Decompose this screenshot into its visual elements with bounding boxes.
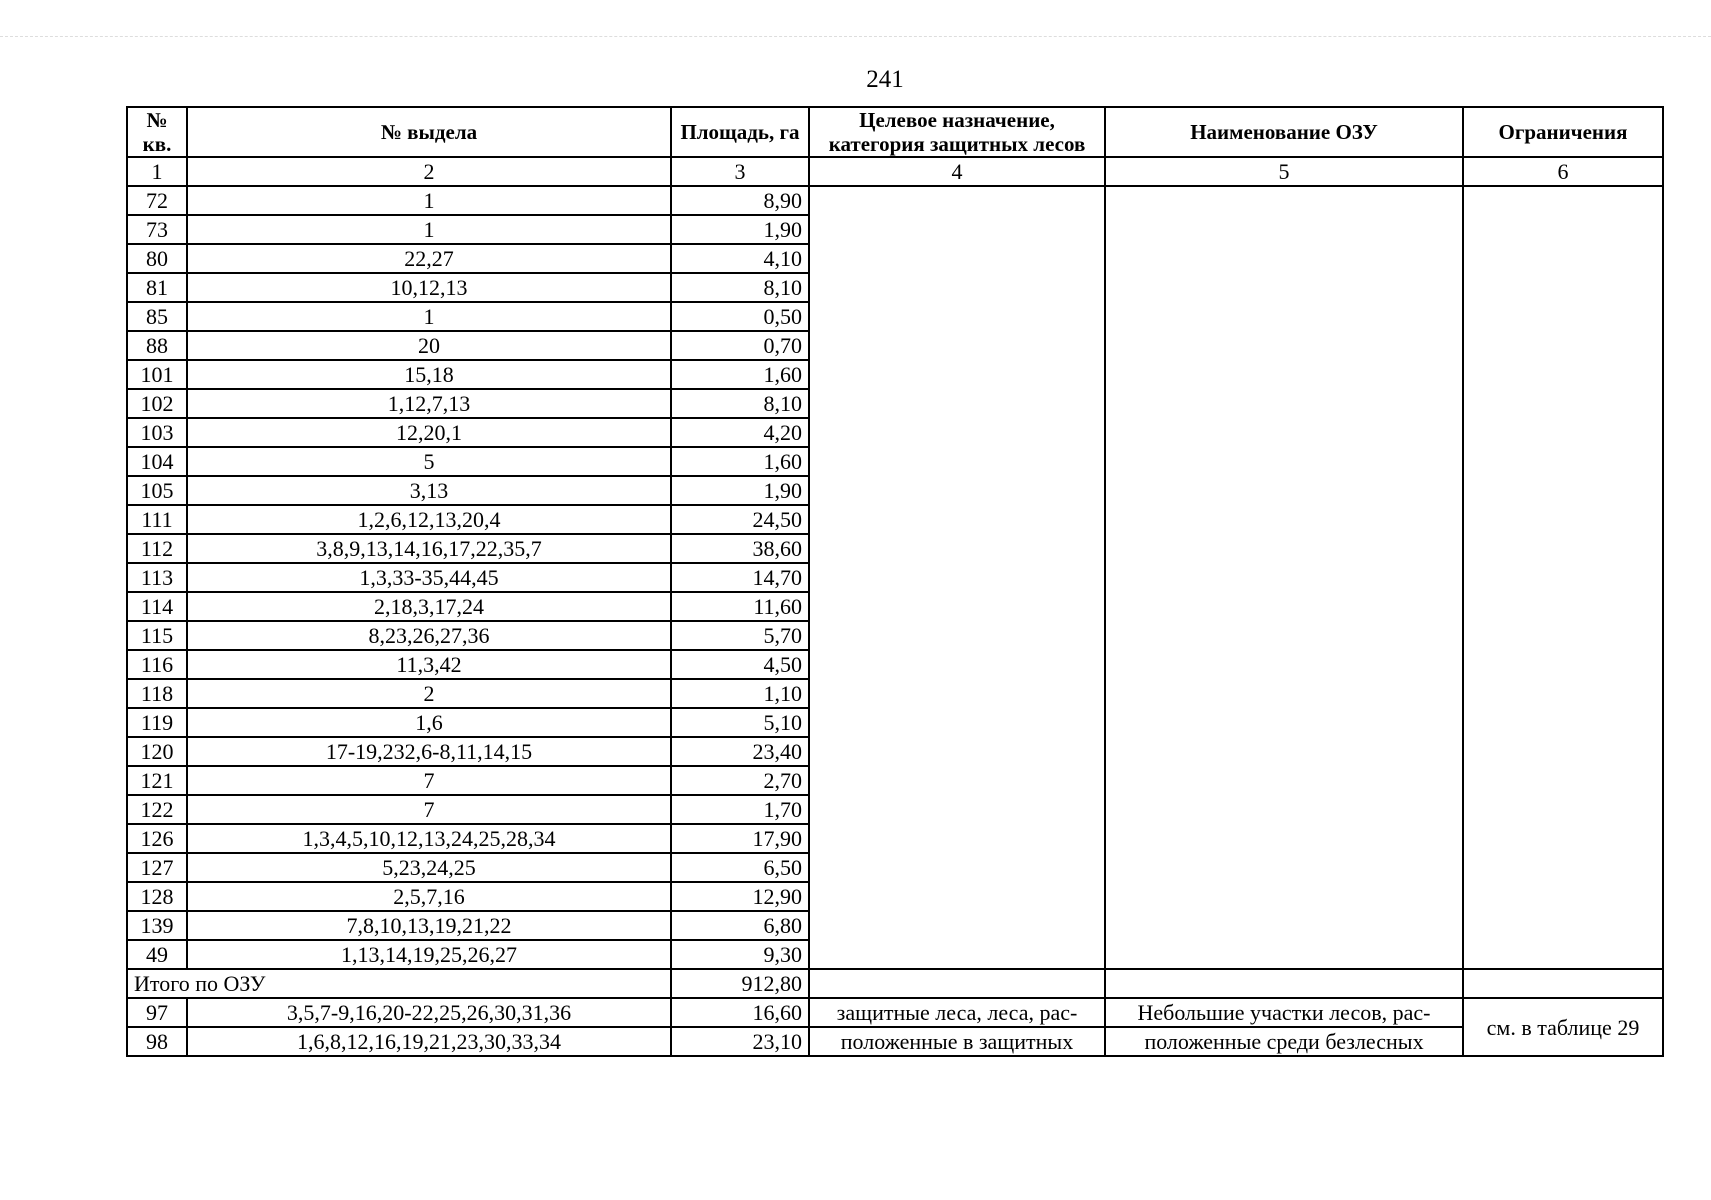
vydel-cell: 7 (187, 795, 671, 824)
vydel-cell: 1,2,6,12,13,20,4 (187, 505, 671, 534)
vydel-cell: 2,18,3,17,24 (187, 592, 671, 621)
kv-cell: 128 (127, 882, 187, 911)
column-number: 2 (187, 157, 671, 186)
total-label: Итого по ОЗУ (127, 969, 671, 998)
area-cell: 23,10 (671, 1027, 809, 1056)
area-cell: 5,70 (671, 621, 809, 650)
header-ozu-name: Наименование ОЗУ (1105, 107, 1463, 157)
vydel-cell: 11,3,42 (187, 650, 671, 679)
area-cell: 12,90 (671, 882, 809, 911)
header-restrictions: Ограничения (1463, 107, 1663, 157)
restrictions-cell (1463, 186, 1663, 969)
vydel-cell: 7 (187, 766, 671, 795)
vydel-cell: 7,8,10,13,19,21,22 (187, 911, 671, 940)
vydel-cell: 3,13 (187, 476, 671, 505)
vydel-cell: 1,3,33-35,44,45 (187, 563, 671, 592)
ozu-name-cell: Небольшие участки лесов, рас- (1105, 998, 1463, 1027)
header-row (127, 107, 1663, 157)
page-number: 241 (866, 66, 904, 93)
ozu-table (126, 106, 1664, 1057)
total-empty-cell (1463, 969, 1663, 998)
column-number: 1 (127, 157, 187, 186)
vydel-cell: 1,6,8,12,16,19,21,23,30,33,34 (187, 1027, 671, 1056)
kv-cell: 103 (127, 418, 187, 447)
area-cell: 16,60 (671, 998, 809, 1027)
kv-cell: 98 (127, 1027, 187, 1056)
area-cell: 8,10 (671, 273, 809, 302)
area-cell: 4,10 (671, 244, 809, 273)
column-number: 4 (809, 157, 1105, 186)
total-empty-cell (1105, 969, 1463, 998)
kv-cell: 122 (127, 795, 187, 824)
vydel-cell: 17-19,232,6-8,11,14,15 (187, 737, 671, 766)
area-cell: 1,60 (671, 360, 809, 389)
column-number: 5 (1105, 157, 1463, 186)
kv-cell: 119 (127, 708, 187, 737)
kv-cell: 139 (127, 911, 187, 940)
kv-cell: 88 (127, 331, 187, 360)
column-number-row (127, 157, 1663, 186)
area-cell: 6,50 (671, 853, 809, 882)
area-cell: 1,90 (671, 215, 809, 244)
vydel-cell: 5,23,24,25 (187, 853, 671, 882)
column-number: 6 (1463, 157, 1663, 186)
area-cell: 2,70 (671, 766, 809, 795)
kv-cell: 118 (127, 679, 187, 708)
area-cell: 24,50 (671, 505, 809, 534)
area-cell: 1,10 (671, 679, 809, 708)
kv-cell: 85 (127, 302, 187, 331)
vydel-cell: 1,3,4,5,10,12,13,24,25,28,34 (187, 824, 671, 853)
vydel-cell: 15,18 (187, 360, 671, 389)
column-number: 3 (671, 157, 809, 186)
total-row (127, 969, 1663, 998)
kv-cell: 97 (127, 998, 187, 1027)
total-area: 912,80 (671, 969, 809, 998)
vydel-cell: 2,5,7,16 (187, 882, 671, 911)
purpose-cell: защитные леса, леса, рас- (809, 998, 1105, 1027)
area-cell: 1,60 (671, 447, 809, 476)
area-cell: 8,90 (671, 186, 809, 215)
vydel-cell: 10,12,13 (187, 273, 671, 302)
ozu-name-cell (1105, 186, 1463, 969)
kv-cell: 126 (127, 824, 187, 853)
kv-cell: 80 (127, 244, 187, 273)
area-cell: 11,60 (671, 592, 809, 621)
table-row (127, 186, 1663, 215)
ozu-name-cell: положенные среди безлесных (1105, 1027, 1463, 1056)
area-cell: 17,90 (671, 824, 809, 853)
area-cell: 6,80 (671, 911, 809, 940)
area-cell: 8,10 (671, 389, 809, 418)
vydel-cell: 1 (187, 302, 671, 331)
kv-cell: 72 (127, 186, 187, 215)
area-cell: 38,60 (671, 534, 809, 563)
vydel-cell: 5 (187, 447, 671, 476)
kv-cell: 116 (127, 650, 187, 679)
header-vydel: № выдела (187, 107, 671, 157)
kv-cell: 101 (127, 360, 187, 389)
kv-cell: 73 (127, 215, 187, 244)
vydel-cell: 1 (187, 215, 671, 244)
kv-cell: 104 (127, 447, 187, 476)
area-cell: 14,70 (671, 563, 809, 592)
vydel-cell: 2 (187, 679, 671, 708)
vydel-cell: 8,23,26,27,36 (187, 621, 671, 650)
kv-cell: 105 (127, 476, 187, 505)
header-kv: № кв. (127, 107, 187, 157)
vydel-cell: 3,8,9,13,14,16,17,22,35,7 (187, 534, 671, 563)
area-cell: 1,70 (671, 795, 809, 824)
table-row (127, 998, 1663, 1027)
kv-cell: 102 (127, 389, 187, 418)
vydel-cell: 1 (187, 186, 671, 215)
area-cell: 23,40 (671, 737, 809, 766)
area-cell: 1,90 (671, 476, 809, 505)
purpose-cell: положенные в защитных (809, 1027, 1105, 1056)
area-cell: 9,30 (671, 940, 809, 969)
area-cell: 5,10 (671, 708, 809, 737)
vydel-cell: 1,6 (187, 708, 671, 737)
kv-cell: 114 (127, 592, 187, 621)
vydel-cell: 1,13,14,19,25,26,27 (187, 940, 671, 969)
header-purpose: Целевое назначение, категория защитных лесов (809, 107, 1105, 157)
vydel-cell: 3,5,7-9,16,20-22,25,26,30,31,36 (187, 998, 671, 1027)
kv-cell: 113 (127, 563, 187, 592)
table-body (127, 186, 1663, 1056)
vydel-cell: 22,27 (187, 244, 671, 273)
header-area: Площадь, га (671, 107, 809, 157)
vydel-cell: 12,20,1 (187, 418, 671, 447)
kv-cell: 127 (127, 853, 187, 882)
restrictions-cell: см. в таблице 29 (1463, 998, 1663, 1056)
kv-cell: 120 (127, 737, 187, 766)
area-cell: 0,50 (671, 302, 809, 331)
table-row (127, 1027, 1663, 1056)
vydel-cell: 20 (187, 331, 671, 360)
kv-cell: 81 (127, 273, 187, 302)
kv-cell: 112 (127, 534, 187, 563)
area-cell: 4,20 (671, 418, 809, 447)
total-empty-cell (809, 969, 1105, 998)
kv-cell: 121 (127, 766, 187, 795)
area-cell: 4,50 (671, 650, 809, 679)
area-cell: 0,70 (671, 331, 809, 360)
scan-artifact-line (0, 36, 1711, 43)
purpose-cell (809, 186, 1105, 969)
kv-cell: 49 (127, 940, 187, 969)
kv-cell: 115 (127, 621, 187, 650)
vydel-cell: 1,12,7,13 (187, 389, 671, 418)
kv-cell: 111 (127, 505, 187, 534)
